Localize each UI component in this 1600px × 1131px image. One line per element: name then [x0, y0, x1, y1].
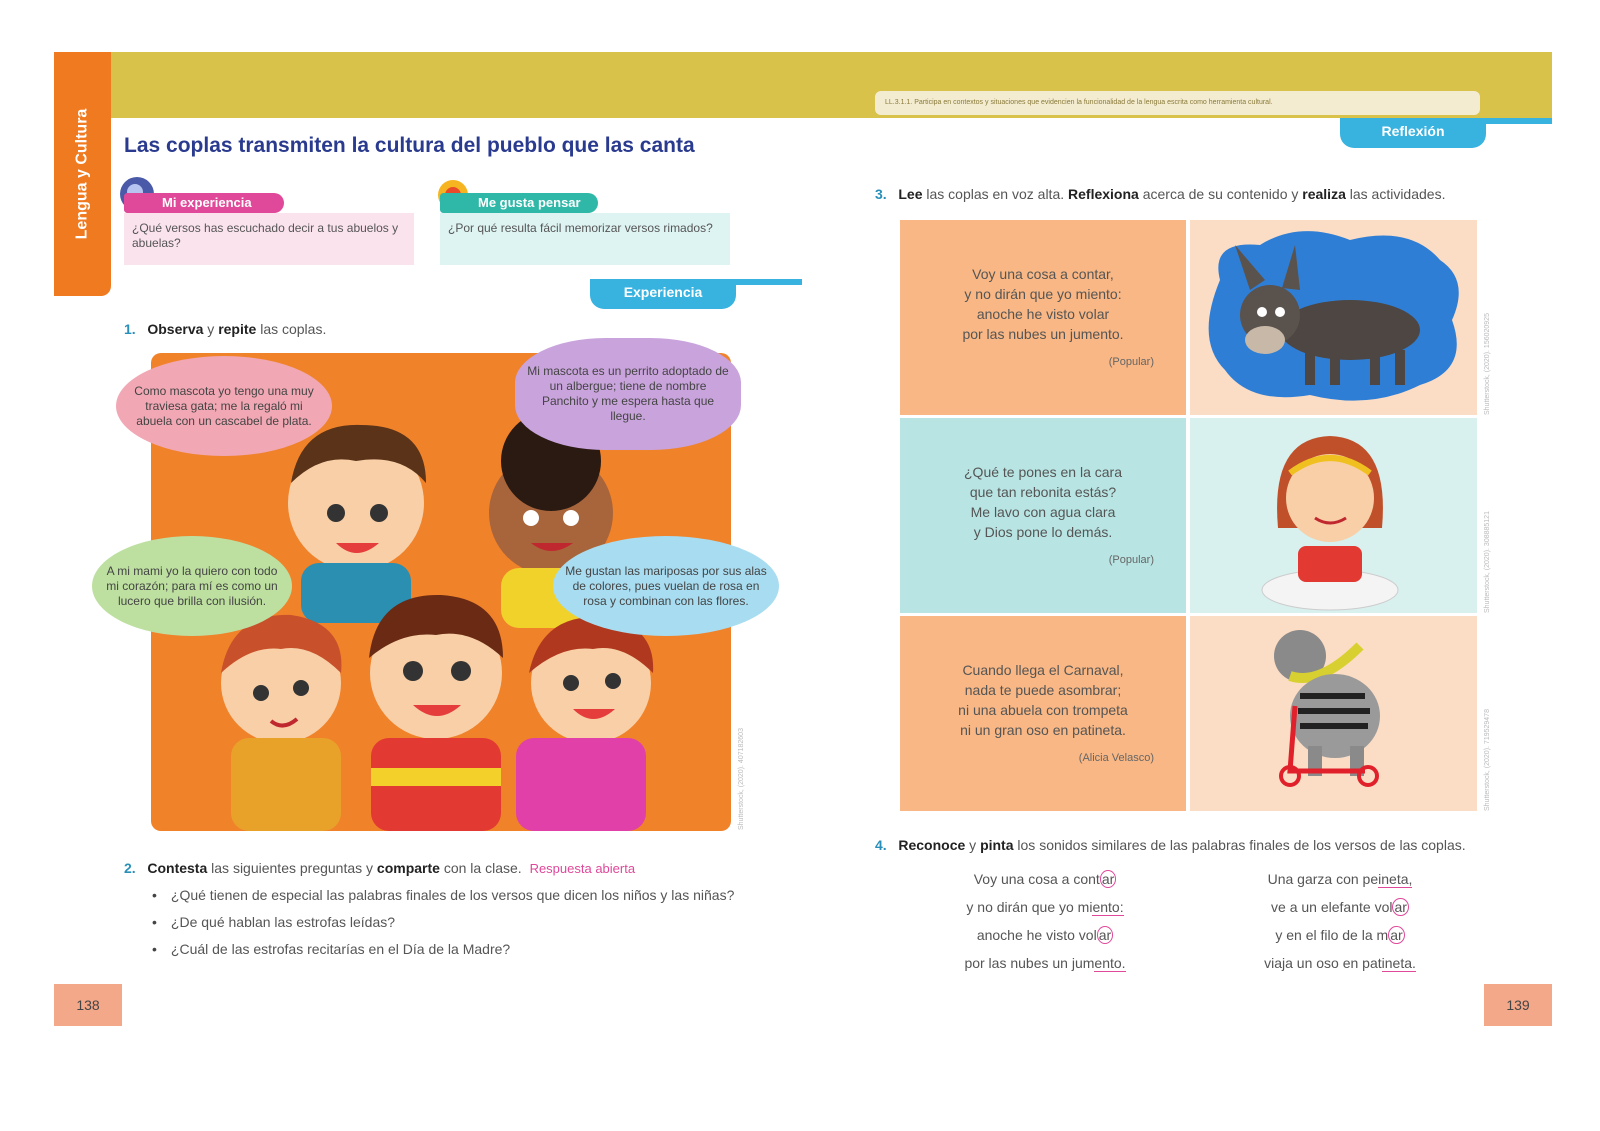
- activity-1-text-1: y: [203, 321, 219, 337]
- side-tab-text: Lengua y Cultura: [73, 108, 91, 240]
- activity-3-text-2: acerca de su contenido y: [1138, 186, 1303, 202]
- me-gusta-pensar-label: Me gusta pensar: [440, 193, 598, 213]
- rhyme-left-4: [940, 949, 1150, 977]
- bubble-green: A mi mami yo la quiero con todo mi corazón; para mí es como un lucero que brilla con ilusión.: [92, 536, 292, 636]
- activity-3-number: 3.: [875, 186, 887, 202]
- bear-scooter-drawing: [1190, 616, 1477, 811]
- experience-tab: Experiencia: [590, 279, 736, 309]
- copla-2-image: [1190, 418, 1477, 613]
- bubble-pink: Como mascota yo tengo una muy traviesa gata; me la regaló mi abuela con un cascabel de plata.: [116, 356, 332, 456]
- copla-1-box: [900, 220, 1186, 415]
- activity-4-verb-2: pinta: [980, 837, 1014, 853]
- rhyme-right-4-pre: viaja un oso en pat: [1264, 955, 1382, 971]
- activity-2-verb-1: Contesta: [147, 860, 208, 876]
- rhyme-left-3-pre: anoche he visto vo: [976, 927, 1094, 943]
- copla-1-line-4: por las nubes un jumento.: [962, 326, 1124, 342]
- activity-3-verb-2: Reflexiona: [1068, 186, 1139, 202]
- copla-3-box: [900, 616, 1186, 811]
- activity-1: [124, 321, 326, 337]
- copla-1-line-1: Voy una cosa a contar,: [972, 266, 1114, 282]
- copla-3-line-4: ni un gran oso en patineta.: [960, 722, 1126, 738]
- activity-3-verb-1: Lee: [898, 186, 923, 202]
- activity-3-verb-3: realiza: [1302, 186, 1346, 202]
- copla-3-line-1: Cuando llega el Carnaval,: [962, 662, 1124, 678]
- rhyme-left-1-mark: t: [1095, 871, 1100, 887]
- rhyme-right-1-pre: Una garza con pe: [1267, 871, 1379, 887]
- mi-experiencia-question: ¿Qué versos has escuchado decir a tus abuelos y abuelas?: [124, 213, 414, 265]
- rhyme-left-2-pre: y no dirán que yo mi: [966, 899, 1093, 915]
- bubble-purple: Mi mascota es un perrito adoptado de un albergue; tiene de nombre Panchito y me espera hasta que llegue.: [515, 338, 741, 450]
- page-number-left: 138: [54, 984, 122, 1026]
- rhyme-left-1: [940, 865, 1150, 893]
- copla-2-box: [900, 418, 1186, 613]
- copla-2-credit: Shutterstock, (2020). 308885121: [1484, 511, 1491, 613]
- copla-3-line-3: ni una abuela con trompeta: [958, 702, 1128, 718]
- copla-3-image: [1190, 616, 1477, 811]
- rhyme-right-3-end: ar: [1390, 927, 1403, 943]
- activity-4-verb-1: Reconoce: [898, 837, 966, 853]
- bubble-blue: Me gustan las mariposas por sus alas de colores, pues vuelan de rosa en rosa y combinan con las flores.: [553, 536, 779, 636]
- rhymes-left: [940, 865, 1150, 977]
- activity-2-number: 2.: [124, 860, 136, 876]
- copla-2-source: (Popular): [1108, 554, 1154, 566]
- rhyme-left-2: [940, 893, 1150, 921]
- activity-3: [875, 186, 1445, 202]
- activity-4-text-2: los sonidos similares de las palabras finales de los versos de las coplas.: [1013, 837, 1466, 853]
- rhyme-left-3-mark: l: [1093, 927, 1097, 943]
- rhyme-right-1: [1240, 865, 1440, 893]
- rhyme-right-3: [1240, 921, 1440, 949]
- side-tab-label: [54, 52, 111, 296]
- mi-experiencia-label: Mi experiencia: [124, 193, 284, 213]
- copla-2-line-2: que tan rebonita estás?: [969, 484, 1117, 500]
- copla-2-line-1: ¿Qué te pones en la cara: [964, 464, 1122, 480]
- activity-1-verb-1: Observa: [147, 321, 204, 337]
- me-gusta-pensar-question: ¿Por qué resulta fácil memorizar versos rimados?: [440, 213, 730, 265]
- activity-1-text-2: las coplas.: [256, 321, 327, 337]
- copla-1-line-2: y no dirán que yo miento:: [964, 286, 1122, 302]
- girl-washing-drawing: [1190, 418, 1477, 613]
- activity-4: [875, 837, 1466, 853]
- question-3: • ¿Cuál de las estrofas recitarías en el Día de la Madre?: [152, 936, 734, 963]
- copla-1-credit: Shutterstock, (2020). 156020925: [1484, 313, 1491, 415]
- activity-4-text-1: y: [965, 837, 981, 853]
- activity-2-questions: [152, 882, 734, 963]
- rhyme-left-2-end: ento:: [1092, 899, 1124, 915]
- page-number-right: 139: [1484, 984, 1552, 1026]
- rhyme-right-2: [1240, 893, 1440, 921]
- rhyme-left-1-end: ar: [1101, 871, 1115, 887]
- rhyme-left-4-end: ento.: [1094, 955, 1126, 971]
- copla-2-line-4: y Dios pone lo demás.: [973, 524, 1113, 540]
- rhyme-right-4: [1240, 949, 1440, 977]
- question-1: • ¿Qué tienen de especial las palabras finales de los versos que dicen los niños y las niñas?: [152, 882, 734, 909]
- rhyme-right-2-end: ar: [1394, 899, 1407, 915]
- activity-2-text-2: con la clase.: [439, 860, 522, 876]
- rhyme-left-4-pre: por las nubes un jum: [964, 955, 1095, 971]
- rhyme-left-1-pre: Voy una cosa a con: [973, 871, 1096, 887]
- activity-1-verb-2: repite: [218, 321, 257, 337]
- copla-3-line-2: nada te puede asombrar;: [964, 682, 1122, 698]
- copla-1-source: (Popular): [1108, 356, 1154, 368]
- reflection-tab: Reflexión: [1340, 118, 1486, 148]
- rhyme-right-1-end: ineta,: [1378, 871, 1413, 887]
- rhyme-left-3: [940, 921, 1150, 949]
- donkey-drawing: [1190, 220, 1477, 415]
- activity-2-verb-2: comparte: [376, 860, 440, 876]
- rhyme-right-2-pre: ve a un elefante vo: [1271, 899, 1390, 915]
- copla-2-line-3: Me lavo con agua clara: [970, 504, 1116, 520]
- copla-1-image: [1190, 220, 1477, 415]
- curriculum-strip: LL.3.1.1. Participa en contextos y situaciones que evidencien la funcionalidad de la lengua escrita como herramienta cultural.: [875, 91, 1480, 115]
- rhyme-right-4-end: ineta.: [1381, 955, 1416, 971]
- copla-3-source: (Alicia Velasco): [1078, 752, 1154, 764]
- activity-2-text-1: las siguientes preguntas y: [207, 860, 377, 876]
- page-title: Las coplas transmiten la cultura del pueblo que las canta: [124, 134, 695, 157]
- activity-2-answer: Respuesta abierta: [529, 861, 636, 876]
- activity-4-number: 4.: [875, 837, 887, 853]
- question-2: • ¿De qué hablan las estrofas leídas?: [152, 909, 734, 936]
- activity-3-text-3: las actividades.: [1345, 186, 1446, 202]
- activity-2: [124, 860, 635, 876]
- credit-left: Shutterstock, (2020). 407182603: [738, 728, 745, 830]
- activity-3-text-1: las coplas en voz alta.: [922, 186, 1069, 202]
- copla-1-line-3: anoche he visto volar: [976, 306, 1110, 322]
- activity-1-number: 1.: [124, 321, 136, 337]
- rhyme-right-2-mark: l: [1389, 899, 1393, 915]
- rhyme-right-3-pre: y en el filo de la m: [1275, 927, 1389, 943]
- rhymes-right: [1240, 865, 1440, 977]
- rhyme-left-3-end: ar: [1098, 927, 1112, 943]
- copla-3-credit: Shutterstock, (2020). 719529478: [1484, 709, 1491, 811]
